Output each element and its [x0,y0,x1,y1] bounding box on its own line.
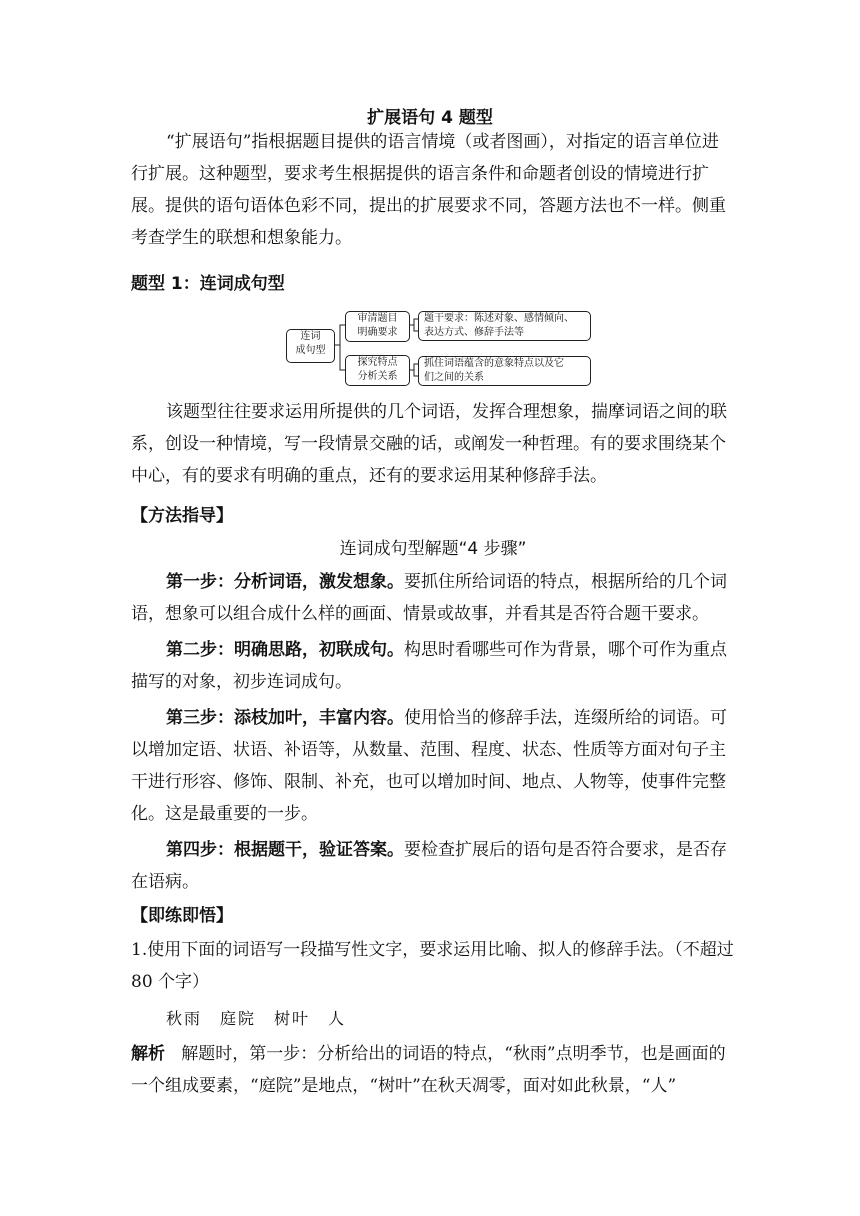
analysis-label: 解析 [131,1044,165,1064]
diagram-root-node: 连词 成句型 [286,329,335,363]
word-item: 秋雨 [166,1009,203,1028]
diagram-branch-review: 审清题目 明确要求 [345,311,410,342]
type1-description: 该题型往往要求运用所提供的几个词语，发挥合理想象，揣摩词语之间的联系，创设一种情境，写一段情景交融的话，或阐发一种哲理。有的要求围绕某个中心，有的要求有明确的重点，还有的要求运用某种修辞手法。 [131,402,727,486]
diagram-leaf-requirements: 题干要求：陈述对象、感情倾向、 表达方式、修辞手法等 [418,311,591,341]
word-item: 庭院 [220,1009,257,1028]
step-2: 第二步：明确思路，初联成句。构思时看哪些可作为背景，哪个可作为重点描写的对象，初步连词成句。 [131,640,727,692]
type1-heading: 题型 1：连词成句型 [131,274,285,294]
practice-heading: 【即练即悟】 [131,906,233,926]
given-words [166,1003,364,1035]
word-item: 树叶 [274,1009,311,1028]
word-item: 人 [328,1009,347,1028]
diagram-branch-explore: 探究特点 分析关系 [345,355,410,386]
method-heading: 【方法指导】 [131,506,233,526]
steps-title: 连词成句型解题“4 步骤” [339,539,527,559]
diagram-leaf-relations: 抓住词语蕴含的意象特点以及它 们之间的关系 [418,356,591,386]
intro-paragraph: “扩展语句”指根据题目提供的语言情境（或者图画），对指定的语言单位进行扩展。这种题型，要求考生根据提供的语言条件和命题者创设的情境进行扩展。提供的语句语体色彩不同，提出的扩展要求不同，答题方法也不一样。侧重考查学生的联想和想象能力。 [131,132,726,248]
step-1: 第一步：分析词语，激发想象。要抓住所给词语的特点，根据所给的几个词语，想象可以组合成什么样的画面、情景或故事，并看其是否符合题干要求。 [131,572,727,624]
analysis-paragraph: 解析 解题时，第一步：分析给出的词语的特点，“秋雨”点明季节，也是画面的一个组成要素，“庭院”是地点，“树叶”在秋天凋零，面对如此秋景，“人” [131,1044,726,1096]
page-title: 扩展语句 4 题型 [367,108,493,128]
step-4: 第四步：根据题干，验证答案。要检查扩展后的语句是否符合要求，是否存在语病。 [131,840,727,892]
question-1: 1.使用下面的词语写一段描写性文字，要求运用比喻、拟人的修辞手法。（不超过 80 个字） [131,940,734,992]
step-3: 第三步：添枝加叶，丰富内容。使用恰当的修辞手法，连缀所给的词语。可以增加定语、状语、补语等，从数量、范围、程度、状态、性质等方面对句子主干进行形容、修饰、限制、补充，也可以增加时间、地点、人物等，使事件完整化。这是最重要的一步。 [131,708,727,824]
